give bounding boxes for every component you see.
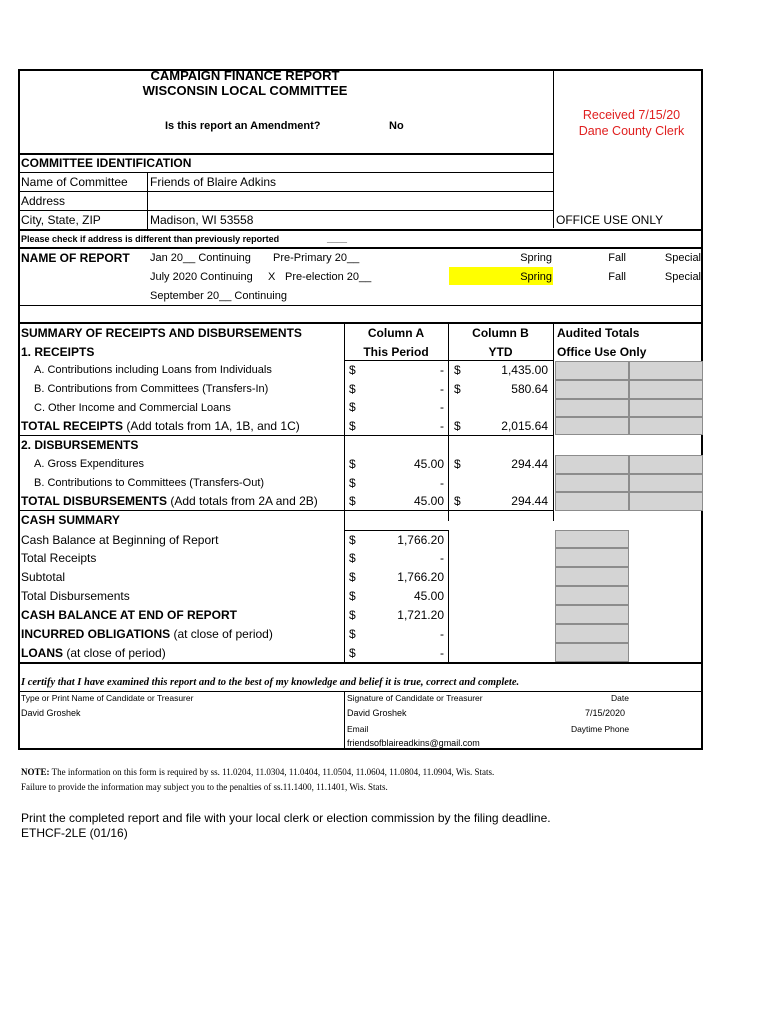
total-disbursements-note: (Add totals from 2A and 2B) <box>167 494 318 508</box>
received-stamp: Received 7/15/20 <box>582 108 681 122</box>
phone-label: Daytime Phone <box>570 724 630 734</box>
divider <box>19 322 703 324</box>
divider <box>19 247 703 249</box>
report-selection-mark[interactable]: X <box>268 271 276 283</box>
audit-box <box>555 605 629 624</box>
column-a-value[interactable]: 45.00 <box>413 494 444 508</box>
cash-summary-title: CASH SUMMARY <box>21 513 120 527</box>
cash-row-text: Total Disbursements <box>21 589 130 603</box>
cash-row-label <box>21 551 96 565</box>
currency-sign: $ <box>349 551 356 565</box>
column-a-value[interactable]: - <box>440 419 444 433</box>
total-receipts-bold: TOTAL RECEIPTS <box>21 419 124 433</box>
committee-name-field[interactable]: Friends of Blaire Adkins <box>150 175 277 189</box>
cash-row-bold: CASH BALANCE AT END OF REPORT <box>21 608 237 622</box>
divider <box>19 210 553 211</box>
report-option-jan[interactable]: Jan 20__ Continuing <box>150 252 251 264</box>
column-a-value[interactable]: - <box>440 363 444 377</box>
audit-box <box>555 417 629 435</box>
receipt-label: A. Contributions including Loans from Individuals <box>34 364 272 376</box>
disbursements-section-title: 2. DISBURSEMENTS <box>21 438 139 452</box>
total-receipts-note: (Add totals from 1A, 1B, and 1C) <box>123 419 300 433</box>
email-label: Email <box>347 724 369 734</box>
currency-sign: $ <box>349 363 356 377</box>
cash-value[interactable]: 1,766.20 <box>397 533 444 547</box>
divider <box>553 70 554 228</box>
cash-value[interactable]: 1,721.20 <box>397 608 444 622</box>
audit-box <box>555 548 629 567</box>
receipt-label: C. Other Income and Commercial Loans <box>34 402 231 414</box>
total-disbursements-label <box>21 494 318 508</box>
cash-row-text: Subtotal <box>21 570 66 584</box>
report-spring-2[interactable]: Spring <box>520 271 552 283</box>
divider <box>19 191 553 192</box>
currency-sign: $ <box>454 419 461 433</box>
disbursement-label: A. Gross Expenditures <box>34 458 145 470</box>
currency-sign: $ <box>349 419 356 433</box>
cash-row-bold: INCURRED OBLIGATIONS <box>21 627 171 641</box>
divider <box>19 153 553 155</box>
address-label: Address <box>21 194 66 208</box>
city-label: City, State, ZIP <box>21 213 101 227</box>
divider <box>448 530 449 662</box>
receipt-label: B. Contributions from Committees (Transfers-In) <box>34 383 269 395</box>
audit-box <box>629 474 703 492</box>
currency-sign: $ <box>349 570 356 584</box>
certification-statement: I certify that I have examined this report and to the best of my knowledge and belief it is true, correct and complete. <box>21 677 520 688</box>
audit-box <box>629 417 703 435</box>
cash-row-text: (at close of period) <box>170 627 273 641</box>
column-b-value[interactable]: 1,435.00 <box>501 363 548 377</box>
received-clerk: Dane County Clerk <box>578 124 685 138</box>
audit-box <box>555 586 629 605</box>
audit-box <box>629 361 703 380</box>
divider <box>19 691 703 692</box>
audit-box <box>629 380 703 399</box>
cash-row-bold: LOANS <box>21 646 63 660</box>
column-b-value[interactable]: 294.44 <box>511 457 548 471</box>
audit-box <box>555 380 629 399</box>
legal-note-line1 <box>21 767 494 777</box>
audit-box <box>629 492 703 511</box>
address-change-note: Please check if address is different than previously reported <box>21 234 280 244</box>
cash-value[interactable]: - <box>440 646 444 660</box>
form-title-line1: CAMPAIGN FINANCE REPORT <box>150 68 340 83</box>
currency-sign: $ <box>349 608 356 622</box>
city-field[interactable]: Madison, WI 53558 <box>150 213 254 227</box>
column-a-value[interactable]: - <box>440 476 444 490</box>
total-disbursements-bold: TOTAL DISBURSEMENTS <box>21 494 168 508</box>
form-title-line2: WISCONSIN LOCAL COMMITTEE <box>142 83 348 98</box>
cash-value[interactable]: - <box>440 551 444 565</box>
report-special-1[interactable]: Special <box>664 252 701 264</box>
column-b-value[interactable]: 580.64 <box>511 382 548 396</box>
receipts-section-title: 1. RECEIPTS <box>21 345 95 359</box>
divider <box>19 172 553 173</box>
currency-sign: $ <box>454 363 461 377</box>
divider <box>553 322 554 521</box>
office-use-header: Office Use Only <box>557 345 647 359</box>
audit-box <box>555 492 629 511</box>
cash-row-text: Total Receipts <box>21 551 97 565</box>
divider <box>19 229 703 231</box>
currency-sign: $ <box>349 400 356 414</box>
name-of-report-label: NAME OF REPORT <box>21 251 130 265</box>
cash-row-label <box>21 608 237 622</box>
audit-box <box>555 474 629 492</box>
note-label: NOTE: <box>21 767 50 777</box>
column-a-header: Column A <box>367 326 425 340</box>
audit-box <box>555 530 629 548</box>
signature-field[interactable]: David Groshek <box>347 708 407 718</box>
divider <box>19 662 703 664</box>
currency-sign: $ <box>349 533 356 547</box>
signature-label: Signature of Candidate or Treasurer <box>347 693 483 703</box>
column-b-subheader: YTD <box>488 345 513 359</box>
column-b-value[interactable]: 294.44 <box>511 494 548 508</box>
amendment-question: Is this report an Amendment? <box>165 120 321 132</box>
divider <box>19 435 553 436</box>
audited-totals-header: Audited Totals <box>557 326 640 340</box>
currency-sign: $ <box>454 457 461 471</box>
column-a-value[interactable]: 45.00 <box>413 457 444 471</box>
currency-sign: $ <box>349 494 356 508</box>
cash-value[interactable]: - <box>440 627 444 641</box>
disbursement-label: B. Contributions to Committees (Transfers-Out) <box>34 477 265 489</box>
divider <box>344 691 345 750</box>
cash-value[interactable]: 1,766.20 <box>397 570 444 584</box>
office-use-label: OFFICE USE ONLY <box>556 213 664 227</box>
audit-box <box>629 455 703 474</box>
column-a-value[interactable]: - <box>440 382 444 396</box>
audit-box <box>629 399 703 417</box>
divider <box>344 530 448 531</box>
currency-sign: $ <box>454 382 461 396</box>
report-fall-1[interactable]: Fall <box>608 252 626 264</box>
currency-sign: $ <box>349 646 356 660</box>
report-option-september[interactable]: September 20__ Continuing <box>150 290 287 302</box>
divider <box>344 322 345 662</box>
currency-sign: $ <box>349 589 356 603</box>
date-field[interactable]: 7/15/2020 <box>584 708 626 718</box>
audit-box <box>555 399 629 417</box>
cash-row-label <box>21 570 65 584</box>
audit-box <box>555 361 629 380</box>
divider <box>19 305 703 306</box>
audit-box <box>555 567 629 586</box>
committee-section-title: COMMITTEE IDENTIFICATION <box>21 156 192 170</box>
report-option-july[interactable]: July 2020 Continuing <box>150 271 253 283</box>
legal-note-line2: Failure to provide the information may subject you to the penalties of ss.11.1400, 11.1401, Wis. Stats. <box>21 782 388 792</box>
cash-row-label <box>21 646 166 660</box>
cash-row-text: (at close of period) <box>63 646 166 660</box>
currency-sign: $ <box>454 494 461 508</box>
report-spring-1[interactable]: Spring <box>520 252 552 264</box>
amendment-answer[interactable]: No <box>389 120 404 132</box>
column-a-value[interactable]: - <box>440 400 444 414</box>
audit-box <box>555 624 629 643</box>
column-b-value[interactable]: 2,015.64 <box>501 419 548 433</box>
audit-box <box>555 455 629 474</box>
address-field[interactable] <box>150 194 550 209</box>
email-field[interactable]: friendsofblaireadkins@gmail.com <box>347 738 480 748</box>
report-fall-2[interactable]: Fall <box>608 271 626 283</box>
column-a-subheader: This Period <box>363 345 429 359</box>
currency-sign: $ <box>349 627 356 641</box>
address-change-checkbox[interactable]: ____ <box>327 234 348 244</box>
print-name-label: Type or Print Name of Candidate or Treasurer <box>21 693 194 703</box>
column-b-header: Column B <box>472 326 529 340</box>
currency-sign: $ <box>349 457 356 471</box>
date-label: Date <box>611 693 629 703</box>
currency-sign: $ <box>349 382 356 396</box>
cash-row-label <box>21 589 130 603</box>
report-option-preprimary[interactable]: Pre-Primary 20__ <box>273 252 360 264</box>
committee-name-label: Name of Committee <box>21 175 128 189</box>
divider <box>147 172 148 229</box>
total-receipts-label <box>21 419 300 433</box>
form-id: ETHCF-2LE (01/16) <box>21 826 128 840</box>
report-option-preelection[interactable]: Pre-election 20__ <box>285 271 372 283</box>
cash-row-label <box>21 627 273 641</box>
divider <box>344 360 553 361</box>
audit-box <box>555 643 629 662</box>
note-text: The information on this form is required by ss. 11.0204, 11.0304, 11.0404, 11.0504, 11.0604, 11.0804, 11.0904, Wis. Stats. <box>49 767 495 777</box>
currency-sign: $ <box>349 476 356 490</box>
cash-row-text: Cash Balance at Beginning of Report <box>21 533 219 547</box>
cash-value[interactable]: 45.00 <box>413 589 444 603</box>
print-name-field[interactable]: David Groshek <box>21 708 81 718</box>
divider <box>19 510 553 511</box>
summary-title: SUMMARY OF RECEIPTS AND DISBURSEMENTS <box>21 326 302 340</box>
filing-instruction: Print the completed report and file with your local clerk or election commission by the filing deadline. <box>21 811 551 825</box>
cash-row-label <box>21 533 218 547</box>
report-special-2[interactable]: Special <box>664 271 701 283</box>
